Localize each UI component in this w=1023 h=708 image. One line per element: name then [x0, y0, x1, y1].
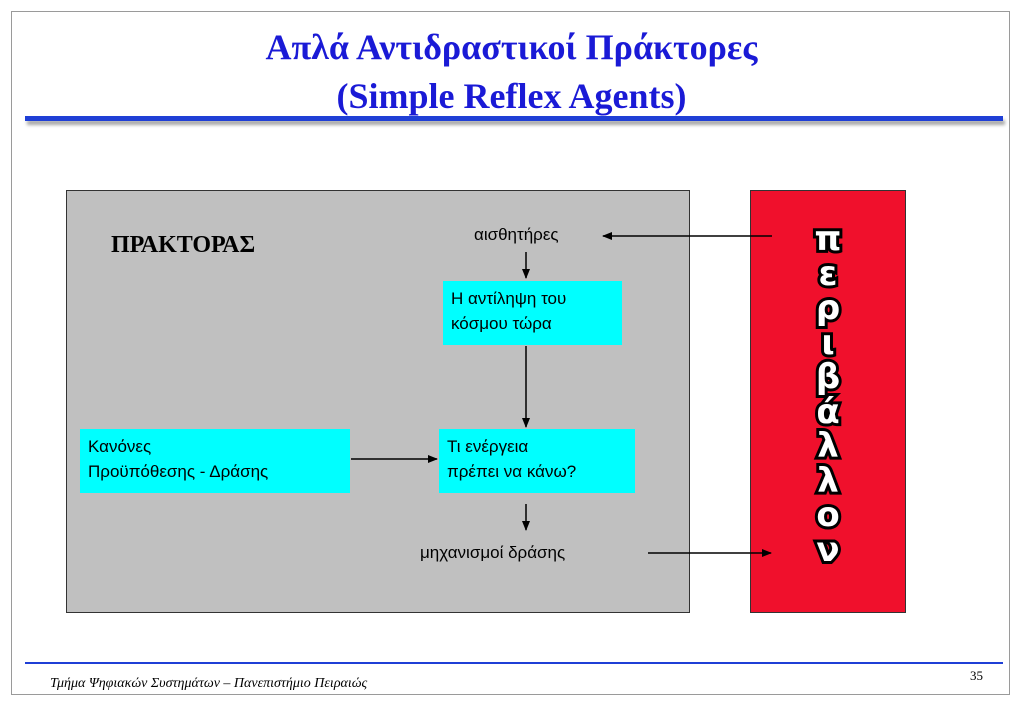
environment-letter: π [814, 219, 842, 259]
perception-line1: Η αντίληψη του [451, 289, 567, 308]
rules-line2: Προϋπόθεσης - Δράσης [88, 462, 269, 481]
environment-label [750, 219, 906, 570]
perception-line2: κόσμου τώρα [451, 314, 552, 333]
sensors-label: αισθητήρες [474, 225, 559, 244]
environment-letter: λ [817, 426, 839, 466]
rules-box [80, 429, 350, 493]
rules-line1: Κανόνες [88, 437, 152, 456]
footer-rule [25, 662, 1003, 664]
environment-letter: ε [818, 253, 838, 294]
environment-letter: λ [817, 460, 839, 501]
environment-letter: ο [816, 495, 840, 535]
slide-title-line2: (Simple Reflex Agents) [336, 76, 687, 116]
environment-letter: ά [816, 391, 840, 432]
title-underline [25, 116, 1003, 121]
actuators-label: μηχανισμοί δράσης [420, 543, 566, 562]
action-box [439, 429, 635, 493]
environment-letter: ν [816, 529, 840, 570]
footer-text: Τμήμα Ψηφιακών Συστημάτων – Πανεπιστήμιο Πειραιώς [50, 676, 368, 691]
environment-letter: β [815, 357, 841, 397]
action-line1: Τι ενέργεια [447, 437, 529, 456]
action-line2: πρέπει να κάνω? [447, 462, 577, 481]
environment-letter: ρ [815, 288, 841, 328]
environment-letter: ι [821, 322, 835, 363]
perception-box [443, 281, 622, 345]
page-number: 35 [970, 668, 983, 683]
agent-label: ΠΡΑΚΤΟΡΑΣ [111, 232, 256, 258]
slide-title-line1: Απλά Αντιδραστικοί Πράκτορες [265, 27, 758, 67]
